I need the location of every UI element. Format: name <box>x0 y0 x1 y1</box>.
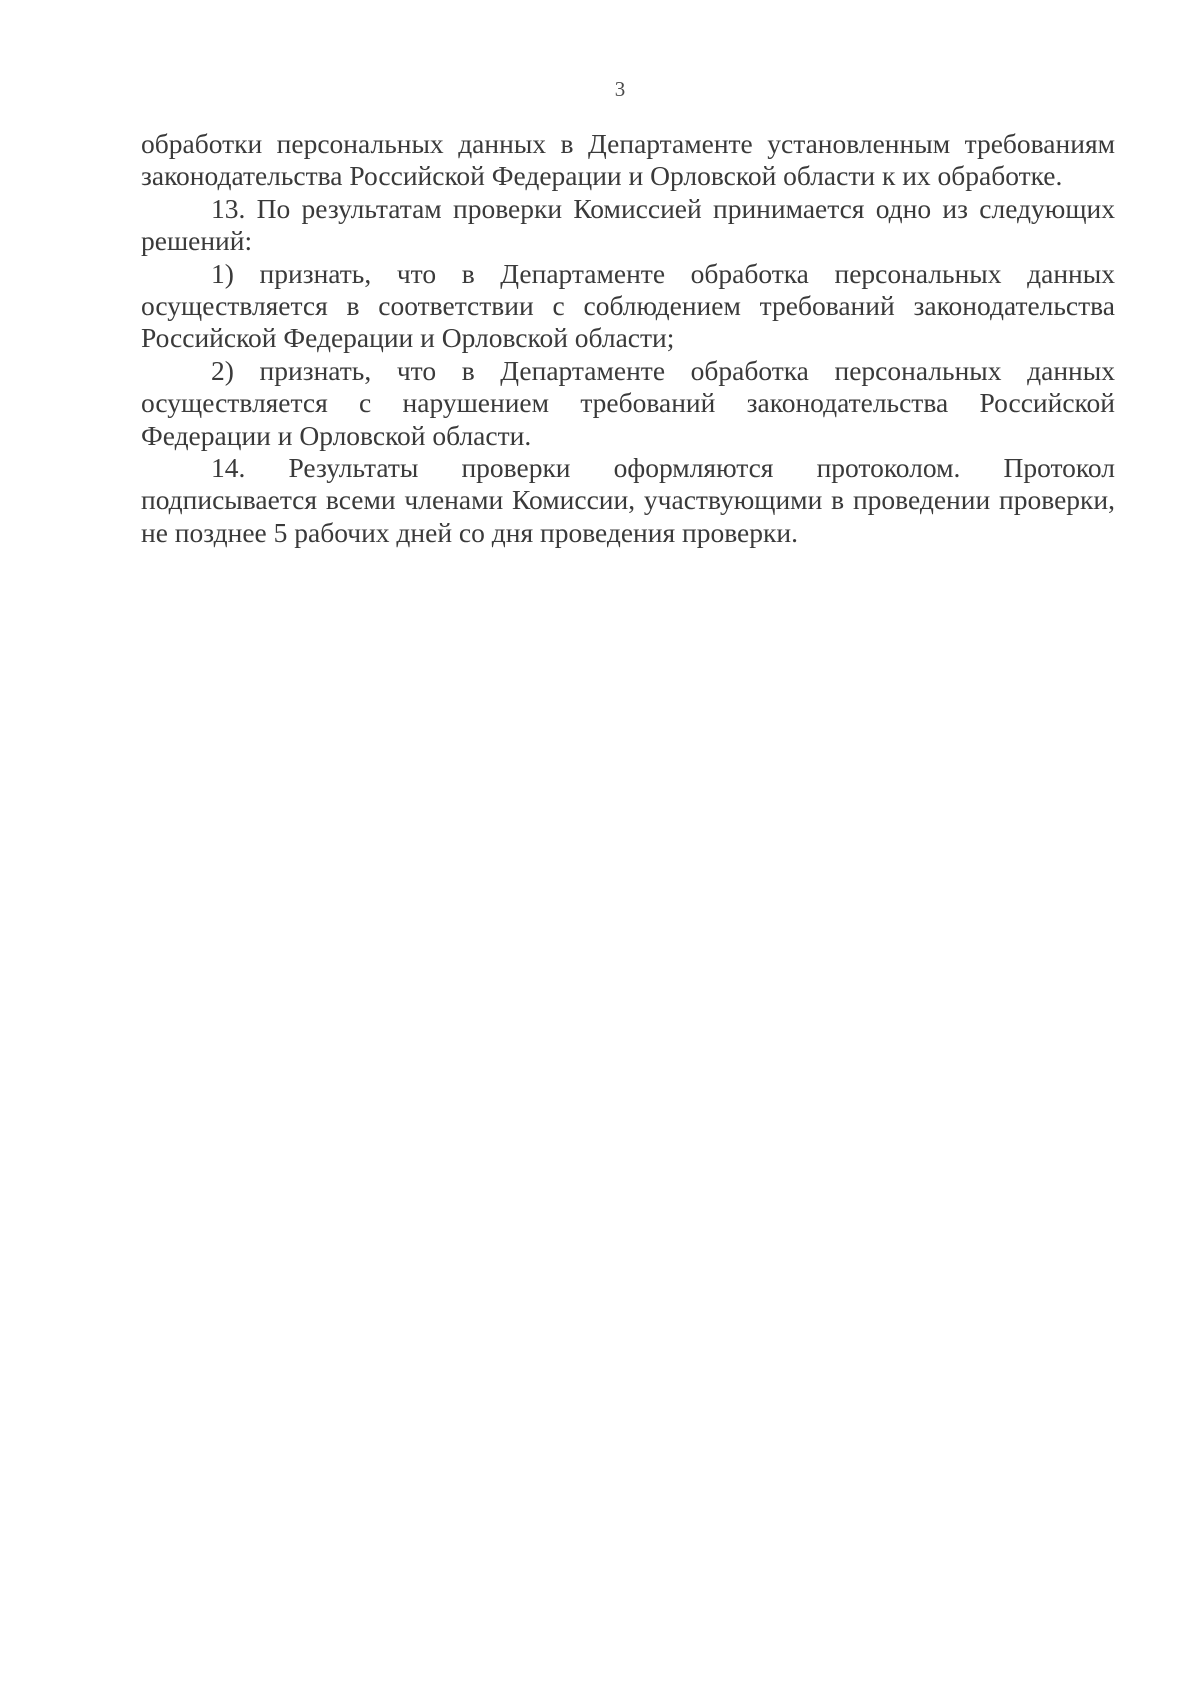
paragraph-item-13: 13. По результатам проверки Комиссией принимается одно из следующих решений: <box>141 192 1115 257</box>
paragraph-item-14: 14. Результаты проверки оформляются протоколом. Протокол подписывается всеми членами Комиссии, участвующими в проведении проверки, не позднее 5 рабочих дней со дня проведения проверки. <box>141 452 1115 548</box>
paragraph-subitem-1: 1) признать, что в Департаменте обработка персональных данных осуществляется в соответствии с соблюдением требований законодательства Российской Федерации и Орловской области; <box>141 257 1115 354</box>
paragraph-continuation: обработки персональных данных в Департаменте установленным требованиям законодательства Российской Федерации и Орловской области к их обработке. <box>141 128 1115 192</box>
paragraph-subitem-2: 2) признать, что в Департаменте обработка персональных данных осуществляется с нарушением требований законодательства Российской Федерации и Орловской области. <box>141 354 1115 451</box>
page-number: 3 <box>614 77 626 101</box>
document-body <box>141 128 1115 549</box>
